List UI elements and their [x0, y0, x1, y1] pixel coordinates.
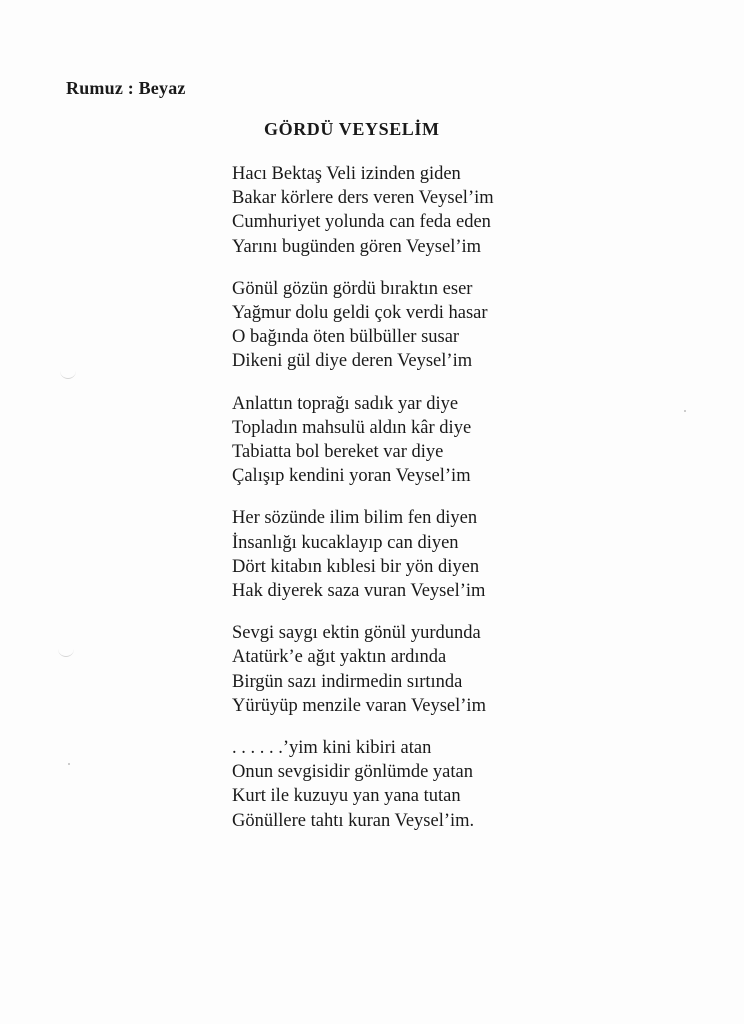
stanza-6 [232, 736, 652, 833]
poem-line: Hacı Bektaş Veli izinden giden [232, 164, 461, 184]
poem-line: O bağında öten bülbüller susar [232, 327, 460, 348]
stanza-3 [232, 392, 652, 489]
punch-hole-mark [58, 646, 74, 657]
poem-line: Dört kitabın kıblesi bir yön diyen [232, 556, 480, 577]
poem-line: Hak diyerek saza vuran Veysel’im [232, 581, 486, 602]
poem-line: Tabiatta bol bereket var diye [232, 442, 444, 463]
poem-line: Kurt ile kuzuyu yan yana tutan [232, 786, 461, 807]
poem-line: Anlattın toprağı sadık yar diye [232, 393, 459, 414]
poem-line: Her sözünde ilim bilim fen diyen [232, 508, 478, 529]
scan-speck [684, 410, 686, 412]
poem-line: Sevgi saygı ektin gönül yurdunda [232, 623, 481, 644]
poem-line: İnsanlığı kucaklayıp can diyen [232, 532, 459, 553]
poem-line: Yarını bugünden gören Veysel’im [232, 236, 482, 257]
poem-line: Gönüllere tahtı kuran Veysel’im. [232, 810, 475, 831]
poem-line: Topladın mahsulü aldın kâr diye [232, 417, 472, 438]
stanza-4 [232, 506, 652, 603]
poem-body [232, 162, 652, 851]
poem-line: Atatürk’e ağıt yaktın ardında [232, 647, 447, 668]
poem-line: Onun sevgisidir gönlümde yatan [232, 762, 473, 783]
poem-line: Birgün sazı indirmedin sırtında [232, 671, 463, 692]
poem-line: Bakar körlere ders veren Veysel’im [232, 188, 494, 209]
poem-line: Yürüyüp menzile varan Veysel’im [232, 695, 486, 716]
stanza-2 [232, 277, 652, 374]
stanza-5 [232, 621, 652, 718]
poem-line: Cumhuriyet yolunda can feda eden [232, 212, 491, 233]
poem-line: Çalışıp kendini yoran Veysel’im [232, 466, 471, 487]
pseudonym-label: Rumuz : Beyaz [66, 78, 186, 98]
poem-line: Gönül gözün gördü bıraktın eser [232, 278, 473, 299]
poem-line: Yağmur dolu geldi çok verdi hasar [232, 303, 488, 324]
punch-hole-mark [60, 368, 76, 379]
poem-line: . . . . . .’yim kini kibiri atan [232, 738, 432, 759]
stanza-1 [232, 162, 652, 259]
poem-title: GÖRDÜ VEYSELİM [264, 119, 440, 139]
scan-speck [68, 763, 70, 765]
poem-line: Dikeni gül diye deren Veysel’im [232, 351, 473, 372]
